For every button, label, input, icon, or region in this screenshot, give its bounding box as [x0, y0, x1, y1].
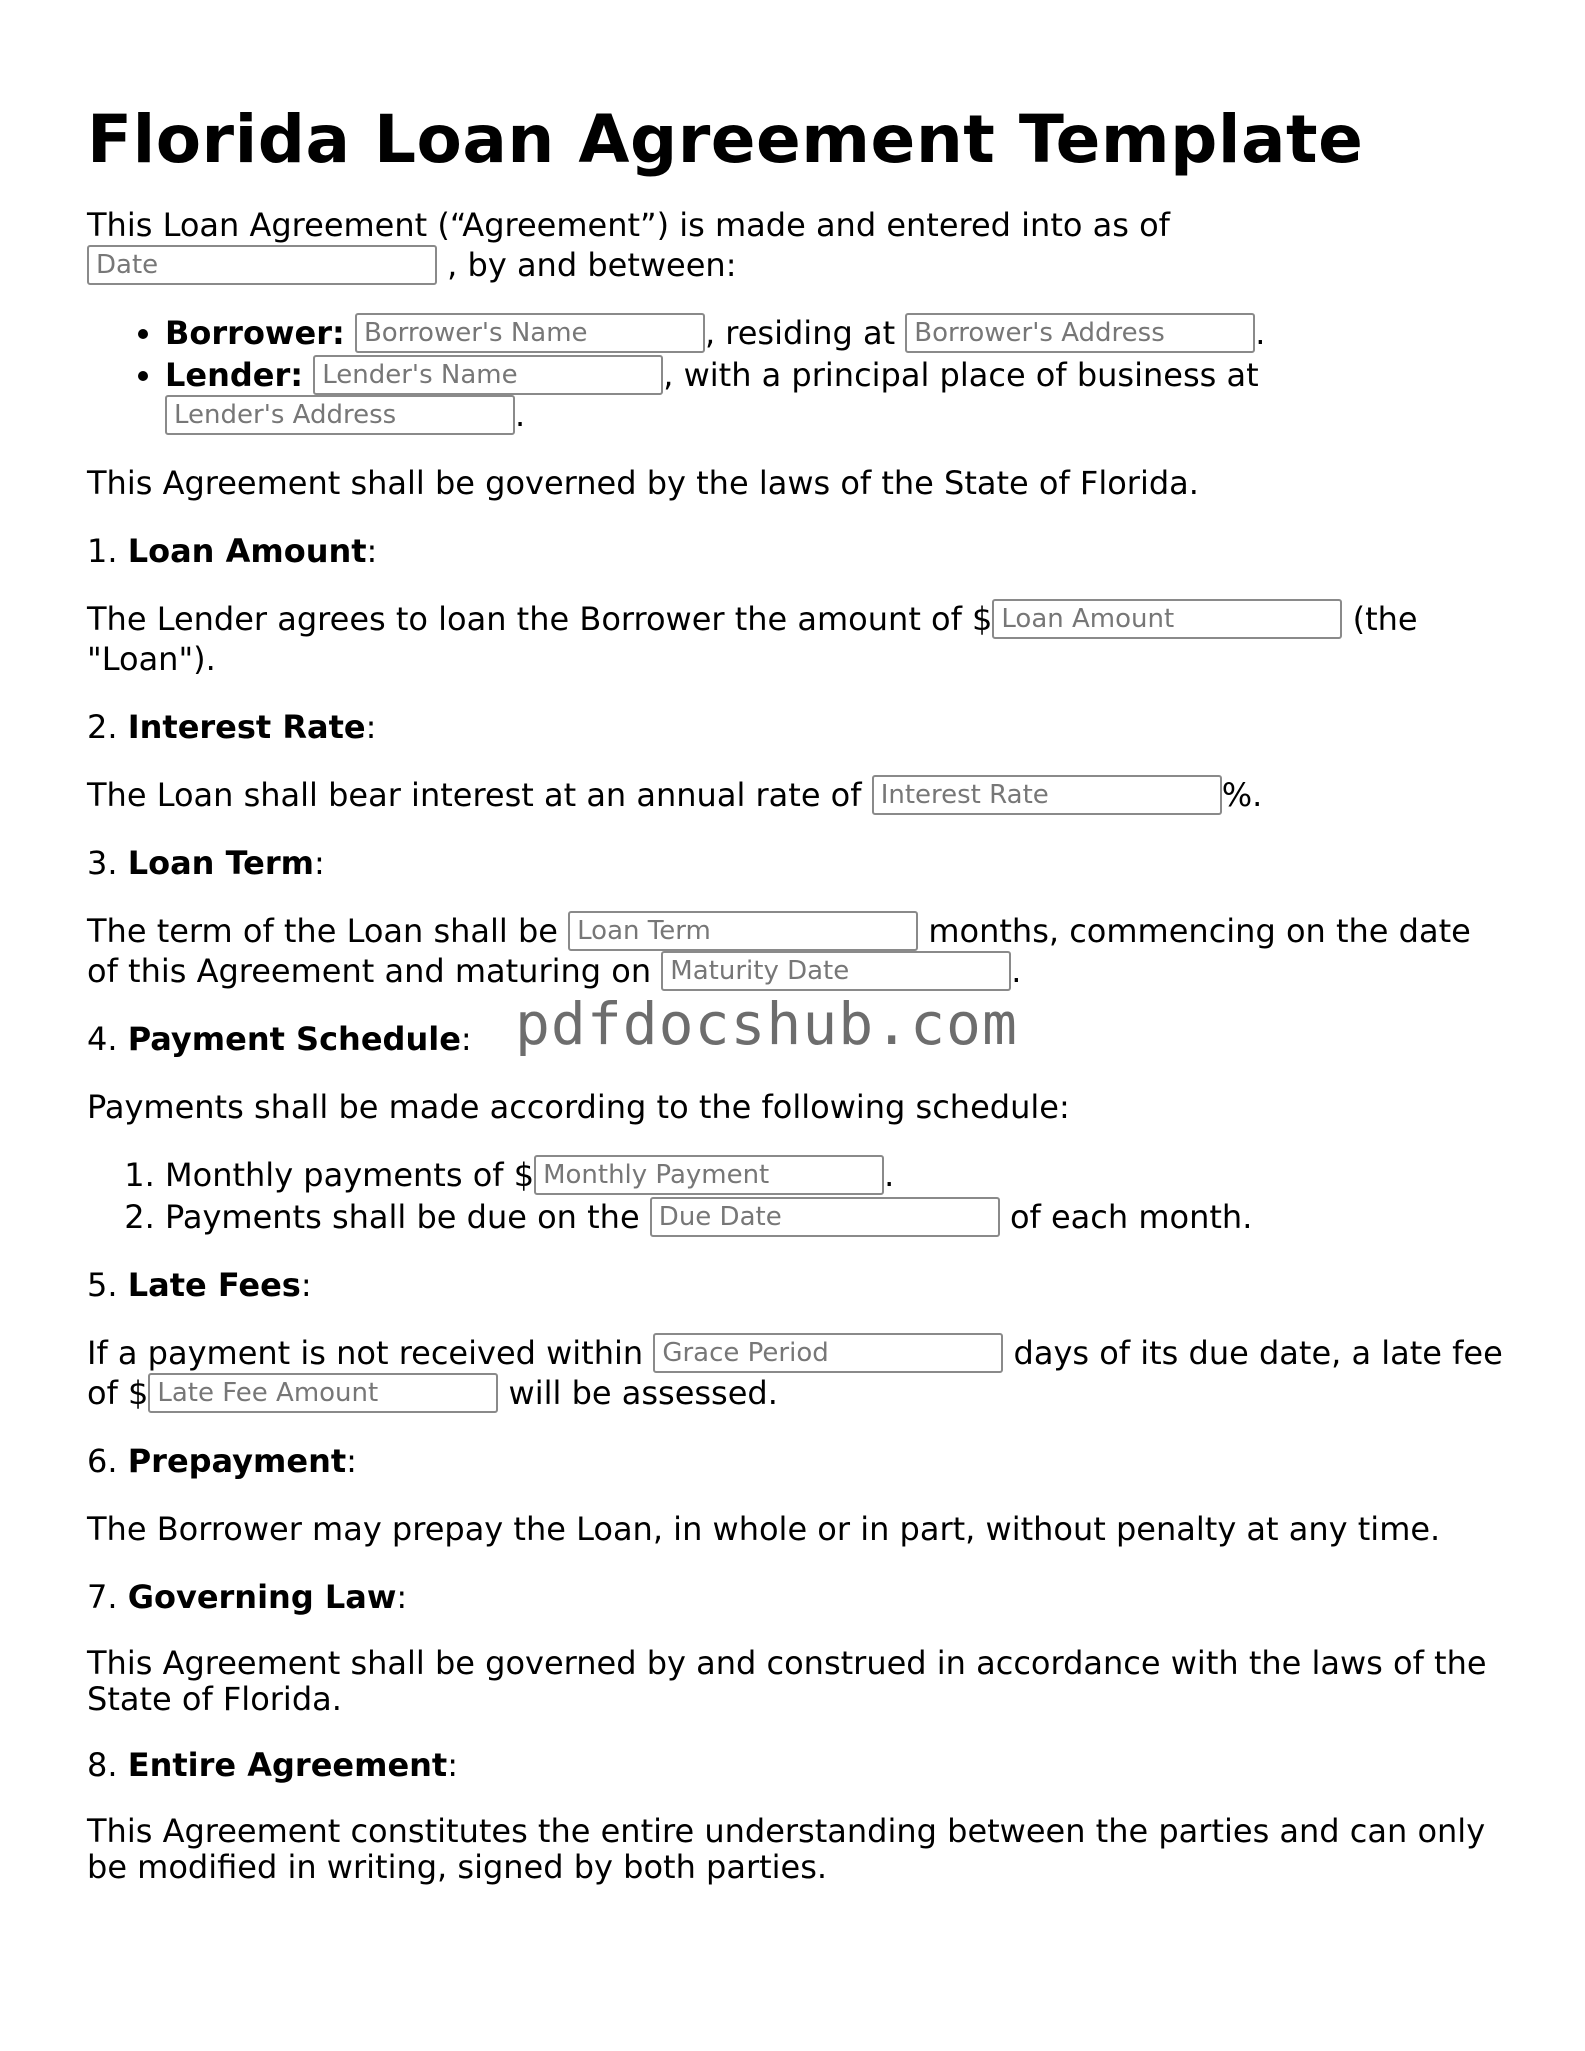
section-heading-loan-amount — [87, 531, 1507, 571]
section-colon: : — [346, 1442, 357, 1480]
loan-term-input[interactable] — [568, 911, 918, 951]
section-number: 4. — [87, 1020, 118, 1058]
lender-end: . — [515, 396, 526, 434]
section-text: If a payment is not received within — [87, 1334, 644, 1372]
parties-list — [87, 313, 1507, 435]
maturity-date-input[interactable] — [661, 951, 1011, 991]
watermark: pdfdocshub.com — [515, 990, 1018, 1058]
section-heading-loan-term — [87, 843, 1507, 883]
intro-paragraph — [87, 205, 1507, 285]
monthly-payment-input[interactable] — [534, 1155, 884, 1195]
due-date-input[interactable] — [650, 1197, 1000, 1237]
borrower-address-input[interactable] — [905, 313, 1255, 353]
section-colon: : — [447, 1746, 458, 1784]
list-item-end: of each month. — [1009, 1198, 1253, 1236]
section-text: The Loan shall bear interest at an annual rate of — [87, 776, 862, 814]
borrower-name-input[interactable] — [355, 313, 705, 353]
list-item-end: . — [884, 1156, 895, 1194]
borrower-residing-text: , residing at — [704, 314, 896, 352]
section-number: 7. — [87, 1578, 118, 1616]
section-number: 3. — [87, 844, 118, 882]
loan-amount-input[interactable] — [992, 599, 1342, 639]
page-title: Florida Loan Agreement Template — [87, 101, 1364, 178]
section-title: Late Fees — [127, 1266, 301, 1304]
list-item — [165, 1197, 1507, 1237]
section-title: Governing Law — [127, 1578, 397, 1616]
section-title: Entire Agreement — [127, 1746, 448, 1784]
section-heading-governing-law — [87, 1577, 1507, 1617]
list-item-text: Payments shall be due on the — [165, 1198, 640, 1236]
section-heading-late-fees — [87, 1265, 1507, 1305]
list-item-text: Monthly payments of $ — [165, 1156, 535, 1194]
section-title: Loan Term — [127, 844, 314, 882]
section-title: Loan Amount — [127, 532, 367, 570]
section-colon: : — [396, 1578, 408, 1616]
section-text-after: . — [1011, 952, 1022, 990]
borrower-item — [165, 313, 1507, 353]
lender-name-input[interactable] — [313, 355, 663, 395]
section-text: The Lender agrees to loan the Borrower the amount of $ — [87, 600, 993, 638]
section-text-after: %. — [1221, 776, 1263, 814]
document-page — [87, 100, 1507, 1913]
section-text: The term of the Loan shall be — [87, 912, 558, 950]
lender-item — [165, 355, 1507, 435]
section-colon: : — [314, 844, 325, 882]
lender-business-text: , with a principal place of business at — [663, 356, 1259, 394]
section-colon: : — [460, 1020, 472, 1058]
section-title: Prepayment — [127, 1442, 347, 1480]
section-text-middle: days of its due date, a late fee of $ — [87, 1334, 1503, 1412]
section-body-loan-term — [87, 911, 1507, 991]
section-body-loan-amount — [87, 599, 1507, 679]
section-number: 6. — [87, 1442, 118, 1480]
lender-label: Lender: — [165, 356, 304, 394]
section-text-after: will be assessed. — [508, 1374, 778, 1412]
list-item — [165, 1155, 1507, 1195]
borrower-end: . — [1255, 314, 1266, 352]
section-title: Payment Schedule — [127, 1020, 461, 1058]
section-text-after: (the "Loan"). — [87, 600, 1418, 678]
section-number: 5. — [87, 1266, 118, 1304]
section-title: Interest Rate — [127, 708, 366, 746]
late-fee-amount-input[interactable] — [148, 1373, 498, 1413]
governed-intro: This Agreement shall be governed by the laws of the State of Florida. — [87, 464, 1199, 502]
section-body-late-fees — [87, 1333, 1507, 1413]
section-colon: : — [365, 708, 377, 746]
section-heading-payment-schedule — [87, 1019, 1507, 1059]
section-colon: : — [366, 532, 378, 570]
payment-schedule-list — [87, 1155, 1507, 1237]
section-number: 2. — [87, 708, 118, 746]
section-text-middle: months, commencing on the date of this Agreement and maturing on — [87, 912, 1471, 990]
section-heading-prepayment — [87, 1441, 1507, 1481]
section-number: 8. — [87, 1746, 118, 1784]
intro-text-after: , by and between: — [447, 246, 737, 284]
section-heading-entire-agreement — [87, 1745, 1507, 1785]
section-body-entire-agreement: This Agreement constitutes the entire understanding between the parties and can only be modified in writing, signed by both parties. — [87, 1812, 1486, 1886]
section-number: 1. — [87, 532, 118, 570]
grace-period-input[interactable] — [653, 1333, 1003, 1373]
section-body-governing-law: This Agreement shall be governed by and construed in accordance with the laws of the State of Florida. — [87, 1644, 1487, 1718]
section-body-interest-rate — [87, 775, 1507, 815]
lender-address-input[interactable] — [165, 395, 515, 435]
section-colon: : — [300, 1266, 312, 1304]
section-heading-interest-rate — [87, 707, 1507, 747]
section-body-prepayment: The Borrower may prepay the Loan, in whole or in part, without penalty at any time. — [87, 1510, 1441, 1548]
borrower-label: Borrower: — [165, 314, 345, 352]
intro-text: This Loan Agreement (“Agreement”) is made and entered into as of — [87, 206, 1170, 244]
date-input[interactable] — [87, 245, 437, 285]
section-body-payment-schedule: Payments shall be made according to the following schedule: — [87, 1088, 1070, 1126]
interest-rate-input[interactable] — [872, 775, 1222, 815]
